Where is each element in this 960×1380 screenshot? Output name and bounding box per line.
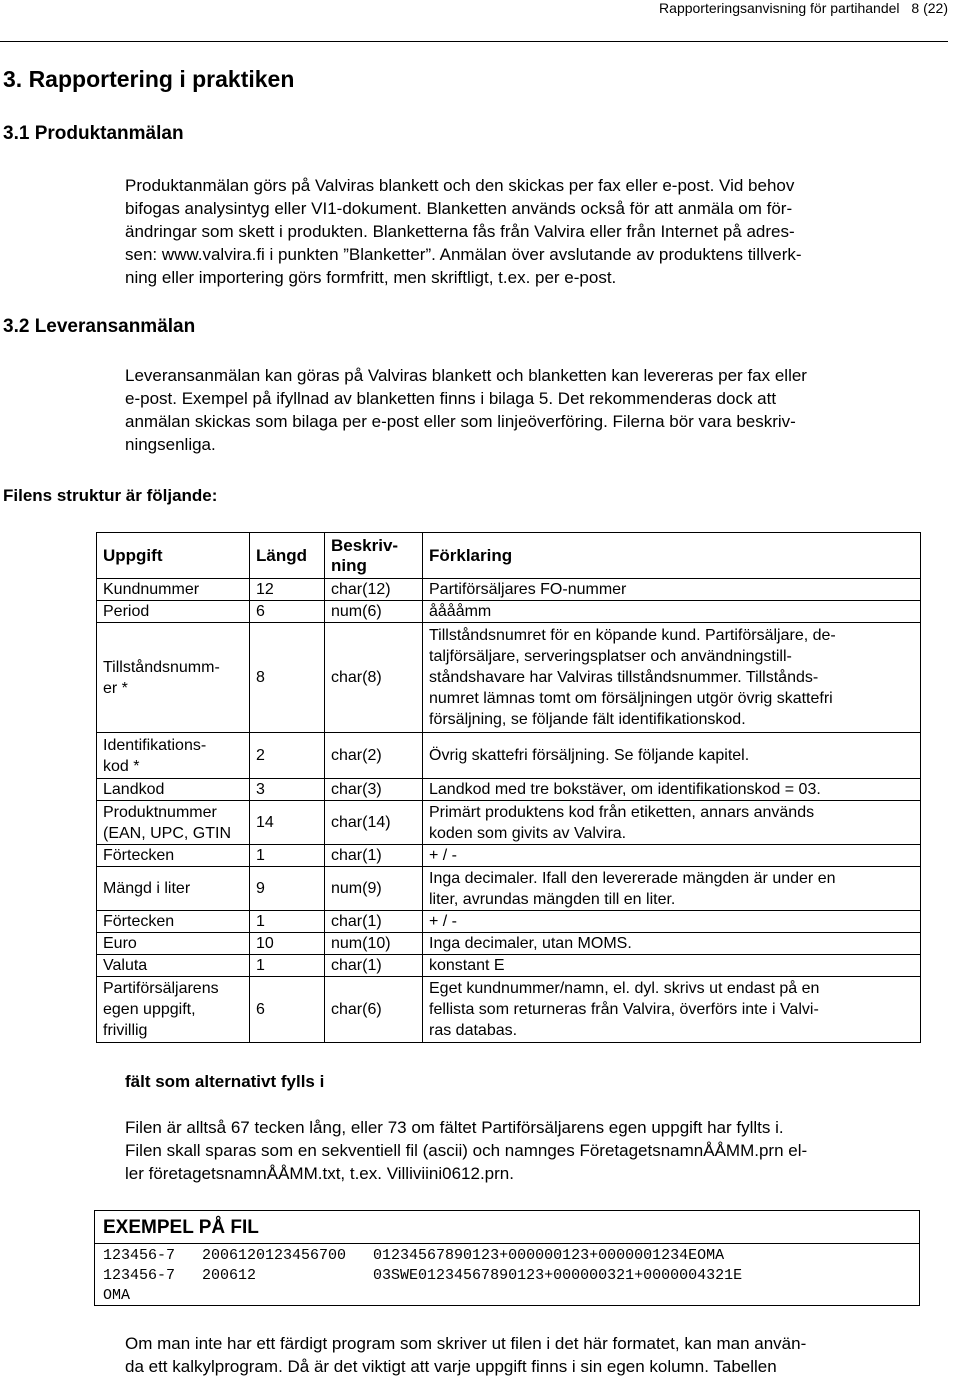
paragraph-line: Produktanmälan görs på Valviras blankett och den skickas per fax eller e-post. Vid behov [125,176,795,195]
cell-uppgift: Mängd i liter [97,867,250,911]
cell-langd: 3 [250,779,325,801]
cell-forklaring: Övrig skattefri försäljning. Se följande kapitel. [423,733,921,779]
cell-forklaring: Landkod med tre bokstäver, om identifikationskod = 03. [423,779,921,801]
cell-langd: 6 [250,601,325,623]
cell-uppgift: Identifikations- kod * [97,733,250,779]
cell-uppgift: Valuta [97,955,250,977]
cell-forklaring: Primärt produktens kod från etiketten, annars används koden som givits av Valvira. [423,801,921,845]
file-description [125,1116,955,1185]
cell-forklaring: + / - [423,911,921,933]
paragraph-line: ler företagetsnamnÅÅMM.txt, t.ex. Villiviini0612.prn. [125,1164,514,1183]
table-row [97,779,921,801]
cell-uppgift: Euro [97,933,250,955]
paragraph-line: Filen skall sparas som en sekventiell fil (ascii) och namnges FöretagetsnamnÅÅMM.prn el- [125,1141,808,1160]
example-file-box [94,1210,920,1306]
table-row [97,601,921,623]
page-header [0,0,948,22]
example-divider [95,1243,919,1244]
section-3-1-heading: 3.1 Produktanmälan [3,123,184,144]
paragraph-line: Om man inte har ett färdigt program som skriver ut filen i det här formatet, kan man använ- [125,1334,807,1353]
paragraph-line: Filen är alltså 67 tecken lång, eller 73 om fältet Partiförsäljarens egen uppgift har fyllts i. [125,1118,784,1137]
example-title: EXEMPEL PÅ FIL [103,1217,259,1238]
cell-beskrivning: num(10) [325,933,423,955]
example-line: 123456-7 200612 03SWE01234567890123+000000321+0000004321E [103,1267,743,1284]
cell-uppgift: Förtecken [97,911,250,933]
paragraph-line: sen: www.valvira.fi i punkten ”Blanketter”. Anmälan över avslutande av produktens tillverk- [125,245,802,264]
table-row [97,933,921,955]
column-header-langd: Längd [250,533,325,579]
paragraph-line: Leveransanmälan kan göras på Valviras blankett och blanketten kan levereras per fax eller [125,366,807,385]
cell-forklaring: Tillståndsnumret för en köpande kund. Partiförsäljare, de- taljförsäljare, serveringsplatser och användningstill- ståndshavare har Valviras tillståndsnummer. Tillstånds- numret lämnas tomt om försäljningen utgör övrig skattefri försäljning, se följande fält identifikationskod. [423,623,921,733]
cell-uppgift: Förtecken [97,845,250,867]
cell-beskrivning: char(1) [325,911,423,933]
cell-uppgift: Partiförsäljarens egen uppgift, frivillig [97,977,250,1043]
cell-langd: 14 [250,801,325,845]
table-row [97,955,921,977]
table-row [97,977,921,1043]
section-3-2-body [125,364,960,456]
cell-beskrivning: num(9) [325,867,423,911]
cell-beskrivning: char(1) [325,845,423,867]
file-structure-heading: Filens struktur är följande: [3,486,218,505]
cell-forklaring: Inga decimaler. Ifall den levererade mängden är under en liter, avrundas mängden till en liter. [423,867,921,911]
table-row [97,867,921,911]
paragraph-line: da ett kalkylprogram. Då är det viktigt att varje uppgift finns i sin egen kolumn. Tabellen [125,1357,777,1376]
section-3-heading: 3. Rapportering i praktiken [3,66,295,92]
document-title: Rapporteringsanvisning för partihandel [659,0,900,16]
cell-langd: 1 [250,955,325,977]
cell-forklaring: ååååmm [423,601,921,623]
cell-beskrivning: char(3) [325,779,423,801]
paragraph-line: ningsenliga. [125,435,216,454]
cell-forklaring: Partiförsäljares FO-nummer [423,579,921,601]
cell-uppgift: Period [97,601,250,623]
cell-beskrivning: num(6) [325,601,423,623]
cell-langd: 2 [250,733,325,779]
cell-uppgift: Landkod [97,779,250,801]
column-header-beskrivning: Beskriv- ning [325,533,423,579]
table-row [97,845,921,867]
cell-beskrivning: char(6) [325,977,423,1043]
cell-beskrivning: char(14) [325,801,423,845]
file-structure-table [96,532,921,1043]
paragraph-line: bifogas analysintyg eller VI1-dokument. Blanketten används också för att anmäla om för- [125,199,793,218]
cell-langd: 9 [250,867,325,911]
table-row [97,579,921,601]
cell-forklaring: Inga decimaler, utan MOMS. [423,933,921,955]
section-3-1-body [125,174,955,289]
cell-langd: 8 [250,623,325,733]
cell-langd: 6 [250,977,325,1043]
cell-langd: 12 [250,579,325,601]
cell-forklaring: Eget kundnummer/namn, el. dyl. skrivs ut endast på en fellista som returneras från Valvira, överförs inte i Valvi- ras databas. [423,977,921,1043]
table-row [97,623,921,733]
table-row [97,801,921,845]
table-row [97,733,921,779]
cell-beskrivning: char(1) [325,955,423,977]
table-header-row [97,533,921,579]
cell-langd: 10 [250,933,325,955]
cell-forklaring: konstant E [423,955,921,977]
cell-langd: 1 [250,845,325,867]
example-line: 123456-7 2006120123456700 01234567890123+000000123+0000001234EOMA [103,1247,725,1264]
cell-uppgift: Produktnummer (EAN, UPC, GTIN [97,801,250,845]
table-row [97,911,921,933]
header-divider [0,41,948,42]
page-number: 8 (22) [911,0,948,16]
closing-paragraph [125,1332,955,1378]
paragraph-line: anmälan skickas som bilaga per e-post eller som linjeöverföring. Filerna bör vara beskriv- [125,412,796,431]
paragraph-line: ning eller importering görs formfritt, men skriftligt, t.ex. per e-post. [125,268,617,287]
column-header-forklaring: Förklaring [423,533,921,579]
column-header-uppgift: Uppgift [97,533,250,579]
cell-langd: 1 [250,911,325,933]
paragraph-line: e-post. Exempel på ifyllnad av blanketten finns i bilaga 5. Det rekommenderas dock att [125,389,777,408]
cell-forklaring: + / - [423,845,921,867]
cell-beskrivning: char(12) [325,579,423,601]
footnote-text: fält som alternativt fylls i [125,1072,325,1091]
cell-beskrivning: char(2) [325,733,423,779]
example-line: OMA [103,1287,131,1304]
section-3-2-heading: 3.2 Leveransanmälan [3,316,196,337]
cell-beskrivning: char(8) [325,623,423,733]
cell-uppgift: Tillståndsnumm- er * [97,623,250,733]
paragraph-line: ändringar som skett i produkten. Blanketterna fås från Valvira eller från Internet på adres- [125,222,795,241]
cell-uppgift: Kundnummer [97,579,250,601]
